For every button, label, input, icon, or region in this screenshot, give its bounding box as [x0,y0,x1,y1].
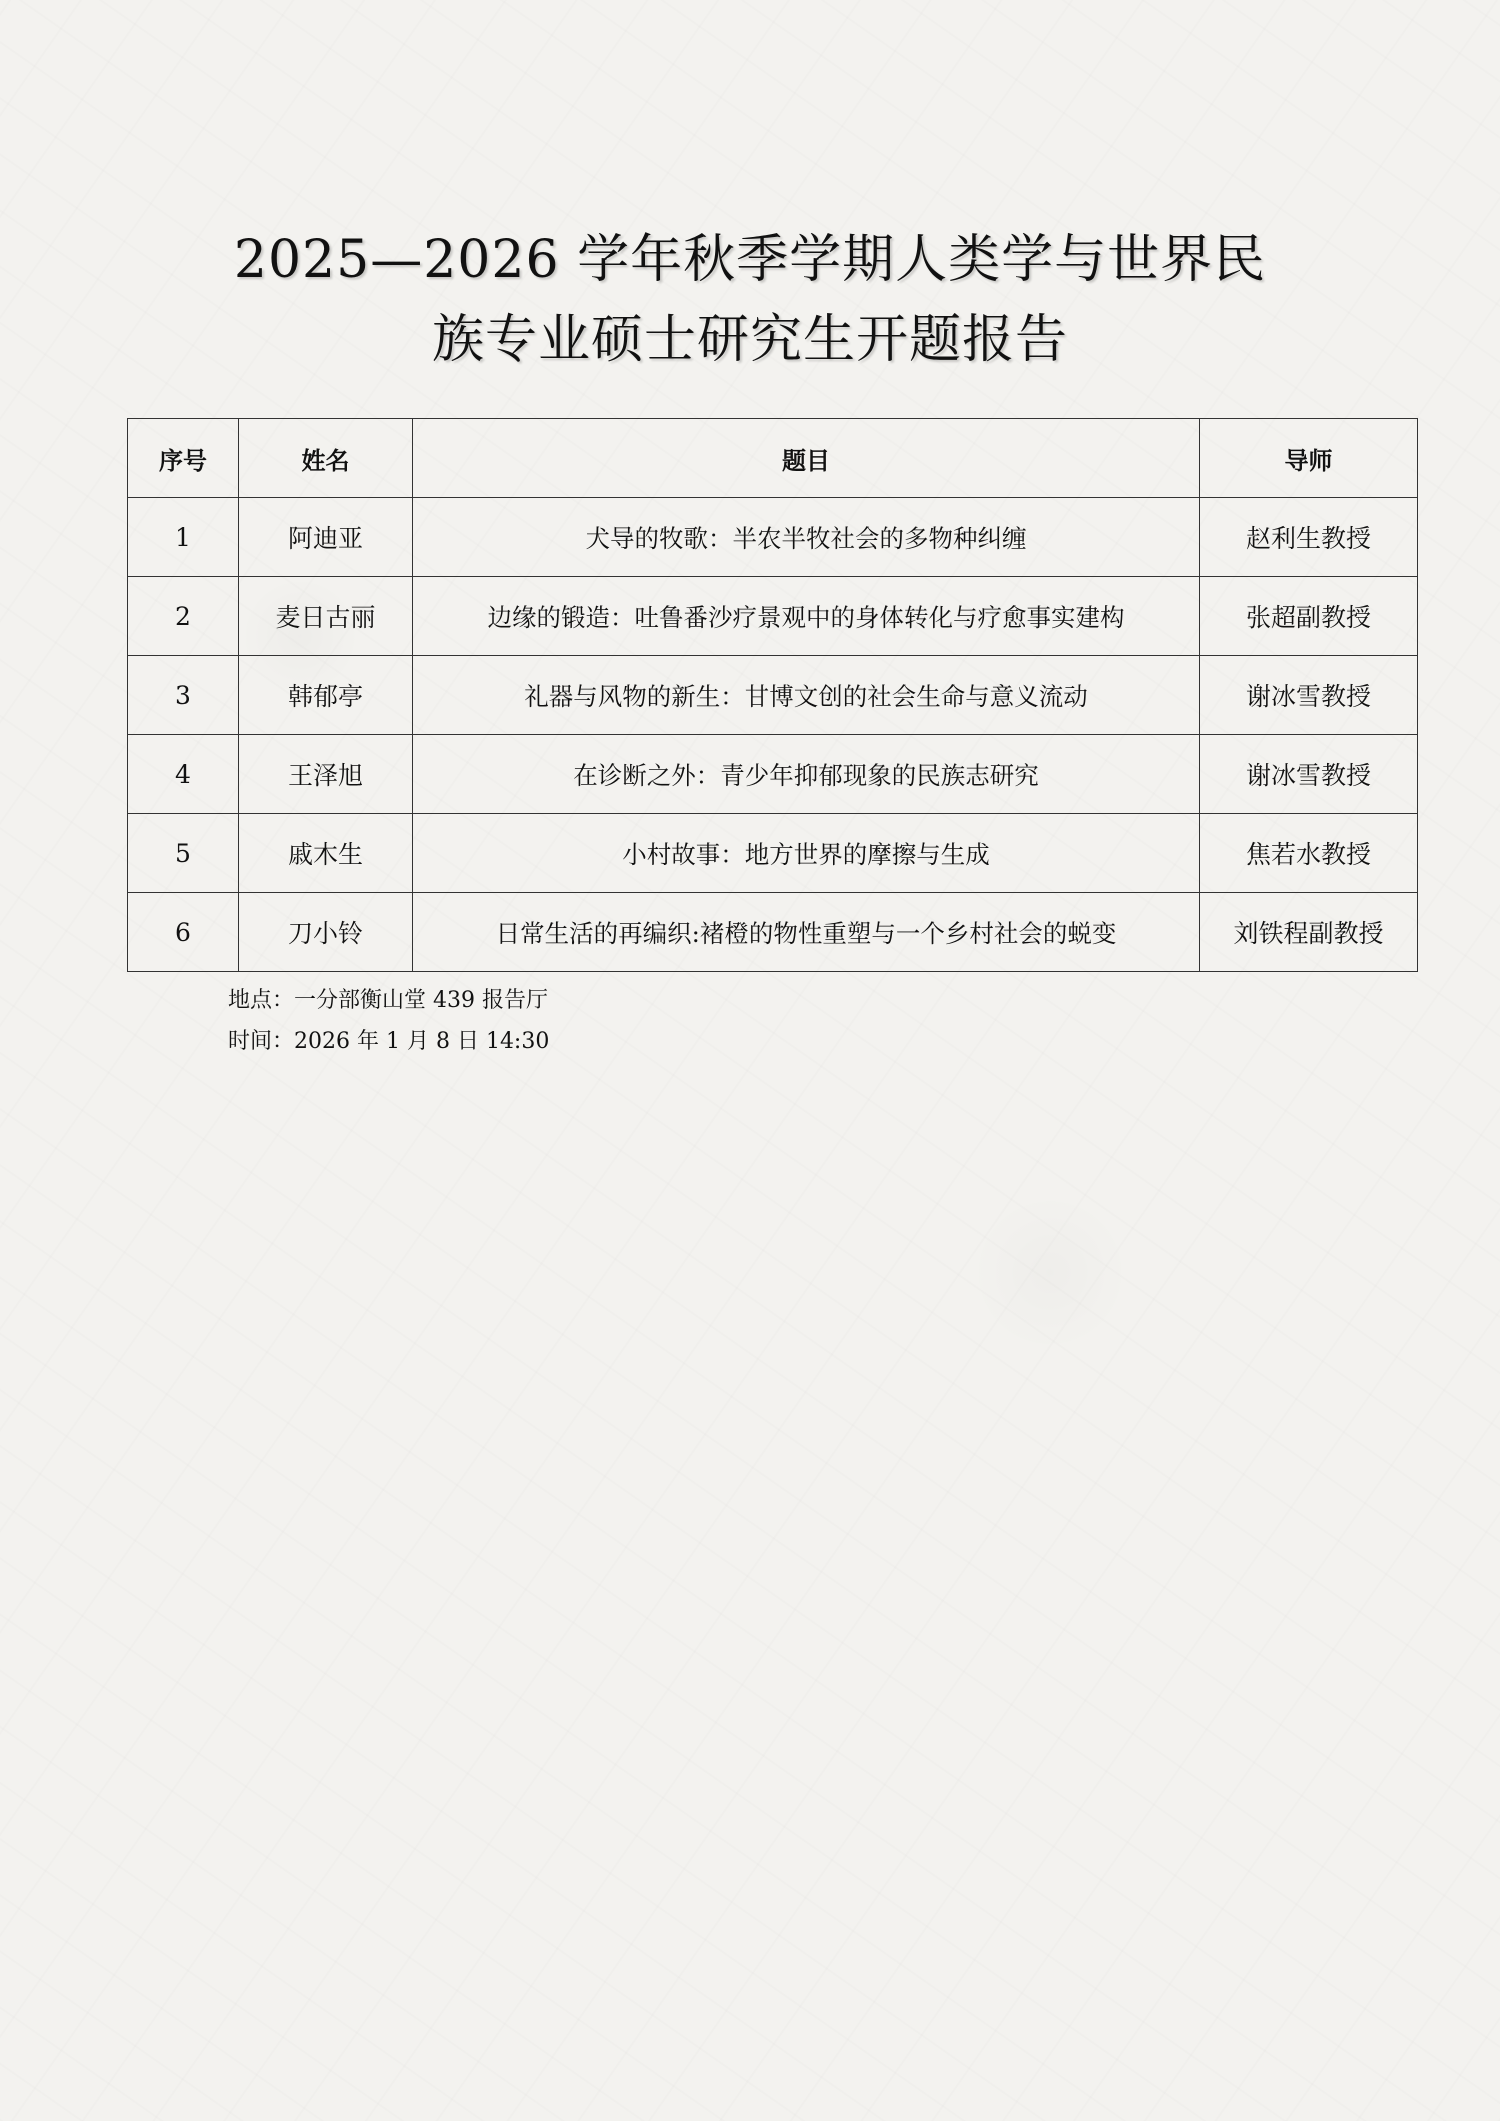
header-name: 姓名 [239,419,413,498]
row-name: 阿迪亚 [239,498,413,577]
row-topic: 在诊断之外：青少年抑郁现象的民族志研究 [413,735,1200,814]
header-advisor: 导师 [1200,419,1418,498]
row-name: 韩郁亭 [239,656,413,735]
header-number: 序号 [128,419,239,498]
table-row [128,735,1418,814]
row-advisor: 焦若水教授 [1200,814,1418,893]
row-name: 麦日古丽 [239,577,413,656]
row-number: 3 [128,656,239,735]
row-number: 4 [128,735,239,814]
table-header-row [128,419,1418,498]
table-row [128,893,1418,972]
row-topic: 日常生活的再编织:褚橙的物性重塑与一个乡村社会的蜕变 [413,893,1200,972]
row-number: 5 [128,814,239,893]
table-row [128,498,1418,577]
table-row [128,814,1418,893]
row-name: 王泽旭 [239,735,413,814]
row-topic: 犬导的牧歌：半农半牧社会的多物种纠缠 [413,498,1200,577]
table-row [128,577,1418,656]
row-number: 2 [128,577,239,656]
row-advisor: 张超副教授 [1200,577,1418,656]
row-advisor: 刘铁程副教授 [1200,893,1418,972]
document-title-line-1: 2025—2026 学年秋季学期人类学与世界民 [233,230,1267,290]
row-topic: 礼器与风物的新生：甘博文创的社会生命与意义流动 [413,656,1200,735]
row-number: 6 [128,893,239,972]
row-topic: 小村故事：地方世界的摩擦与生成 [413,814,1200,893]
row-name: 刀小铃 [239,893,413,972]
row-topic: 边缘的锻造：吐鲁番沙疗景观中的身体转化与疗愈事实建构 [413,577,1200,656]
report-schedule-table [127,418,1418,972]
document-title-line-2: 族专业硕士研究生开题报告 [431,310,1068,370]
row-advisor: 赵利生教授 [1200,498,1418,577]
row-advisor: 谢冰雪教授 [1200,656,1418,735]
time-text: 时间：2026 年 1 月 8 日 14:30 [228,1029,550,1054]
row-number: 1 [128,498,239,577]
location-text: 地点：一分部衡山堂 439 报告厅 [228,988,548,1013]
table-row [128,656,1418,735]
row-advisor: 谢冰雪教授 [1200,735,1418,814]
row-name: 戚木生 [239,814,413,893]
header-topic: 题目 [413,419,1200,498]
